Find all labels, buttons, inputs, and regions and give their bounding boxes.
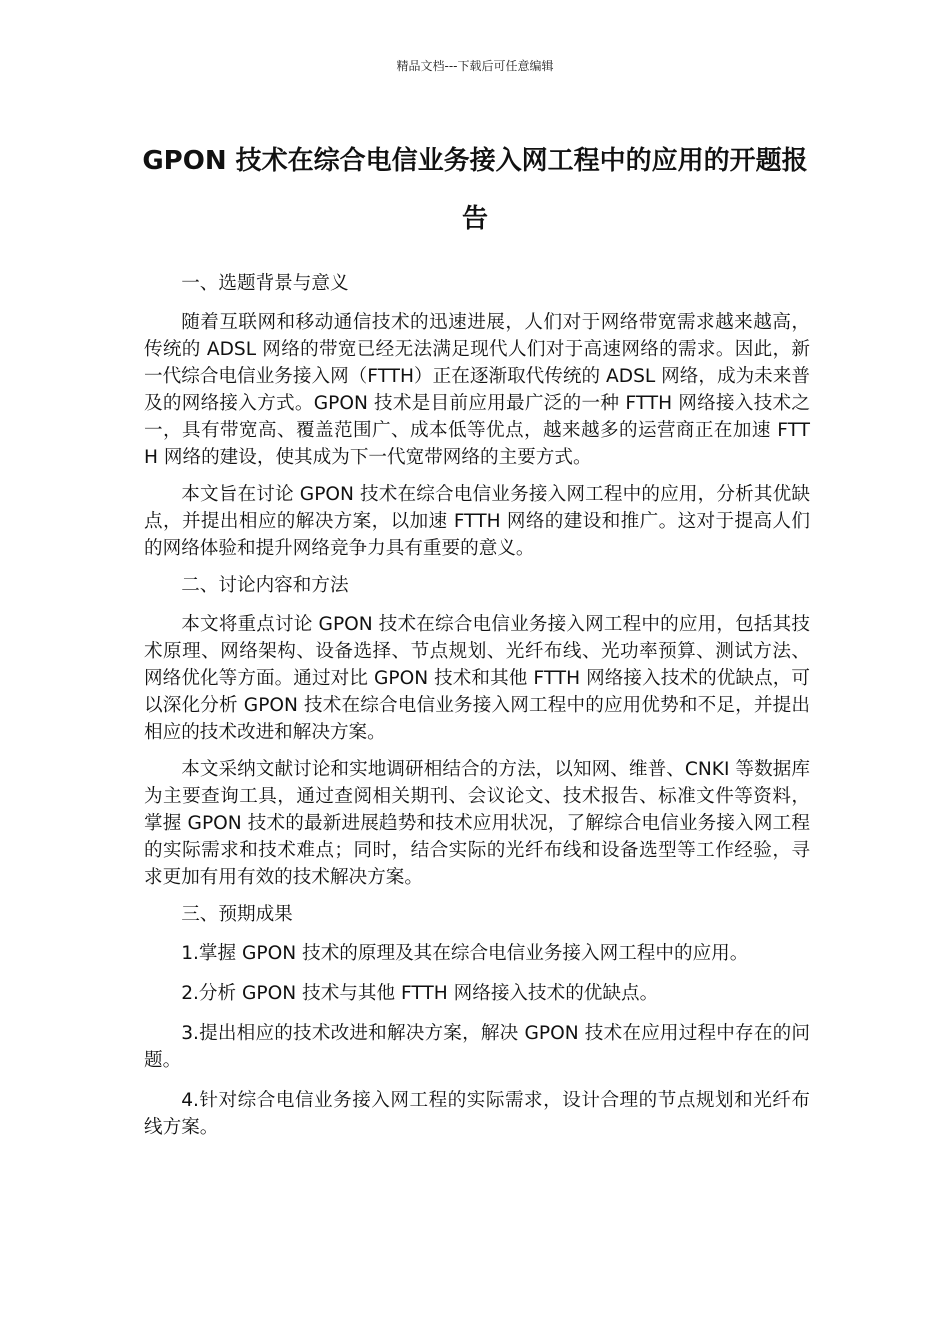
document-body xyxy=(144,270,810,1154)
section-heading-expected-results: 三、预期成果 xyxy=(181,904,293,925)
section-heading-content-method: 二、讨论内容和方法 xyxy=(181,575,349,596)
paragraph: 随着互联网和移动通信技术的迅速进展，人们对于网络带宽需求越来越高，传统的 ADSL 网络的带宽已经无法满足现代人们对于高速网络的需求。因此，新一代综合电信业务接入网（FTTH）正在逐渐取代传统的 ADSL 网络，成为未来普及的网络接入方式。GPON 技术是目前应用最广泛的一种 FTTH 网络接入技术之一，具有带宽高、覆盖范围广、成本低等优点，越来越多的运营商正在加速 FTTH 网络的建设，使其成为下一代宽带网络的主要方式。 xyxy=(144,312,810,468)
document-title: GPON 技术在综合电信业务接入网工程中的应用的开题报告 xyxy=(142,146,808,234)
list-item: 1.掌握 GPON 技术的原理及其在综合电信业务接入网工程中的应用。 xyxy=(181,943,749,964)
list-item: 4.针对综合电信业务接入网工程的实际需求，设计合理的节点规划和光纤布线方案。 xyxy=(144,1090,810,1138)
section-heading-background: 一、选题背景与意义 xyxy=(181,273,349,294)
list-item: 2.分析 GPON 技术与其他 FTTH 网络接入技术的优缺点。 xyxy=(181,983,659,1004)
header-note: 精品文档---下载后可任意编辑 xyxy=(396,59,554,73)
paragraph: 本文旨在讨论 GPON 技术在综合电信业务接入网工程中的应用，分析其优缺点，并提出相应的解决方案，以加速 FTTH 网络的建设和推广。这对于提高人们的网络体验和提升网络竞争力具有重要的意义。 xyxy=(144,484,810,559)
list-item: 3.提出相应的技术改进和解决方案，解决 GPON 技术在应用过程中存在的问题。 xyxy=(144,1023,810,1071)
paragraph: 本文将重点讨论 GPON 技术在综合电信业务接入网工程中的应用，包括其技术原理、网络架构、设备选择、节点规划、光纤布线、光功率预算、测试方法、网络优化等方面。通过对比 GPON 技术和其他 FTTH 网络接入技术的优缺点，可以深化分析 GPON 技术在综合电信业务接入网工程中的应用优势和不足，并提出相应的技术改进和解决方案。 xyxy=(144,614,810,743)
paragraph: 本文采纳文献讨论和实地调研相结合的方法，以知网、维普、CNKI 等数据库为主要查询工具，通过查阅相关期刊、会议论文、技术报告、标准文件等资料，掌握 GPON 技术的最新进展趋势和技术应用状况，了解综合电信业务接入网工程的实际需求和技术难点；同时，结合实际的光纤布线和设备选型等工作经验，寻求更加有用有效的技术解决方案。 xyxy=(144,759,810,888)
